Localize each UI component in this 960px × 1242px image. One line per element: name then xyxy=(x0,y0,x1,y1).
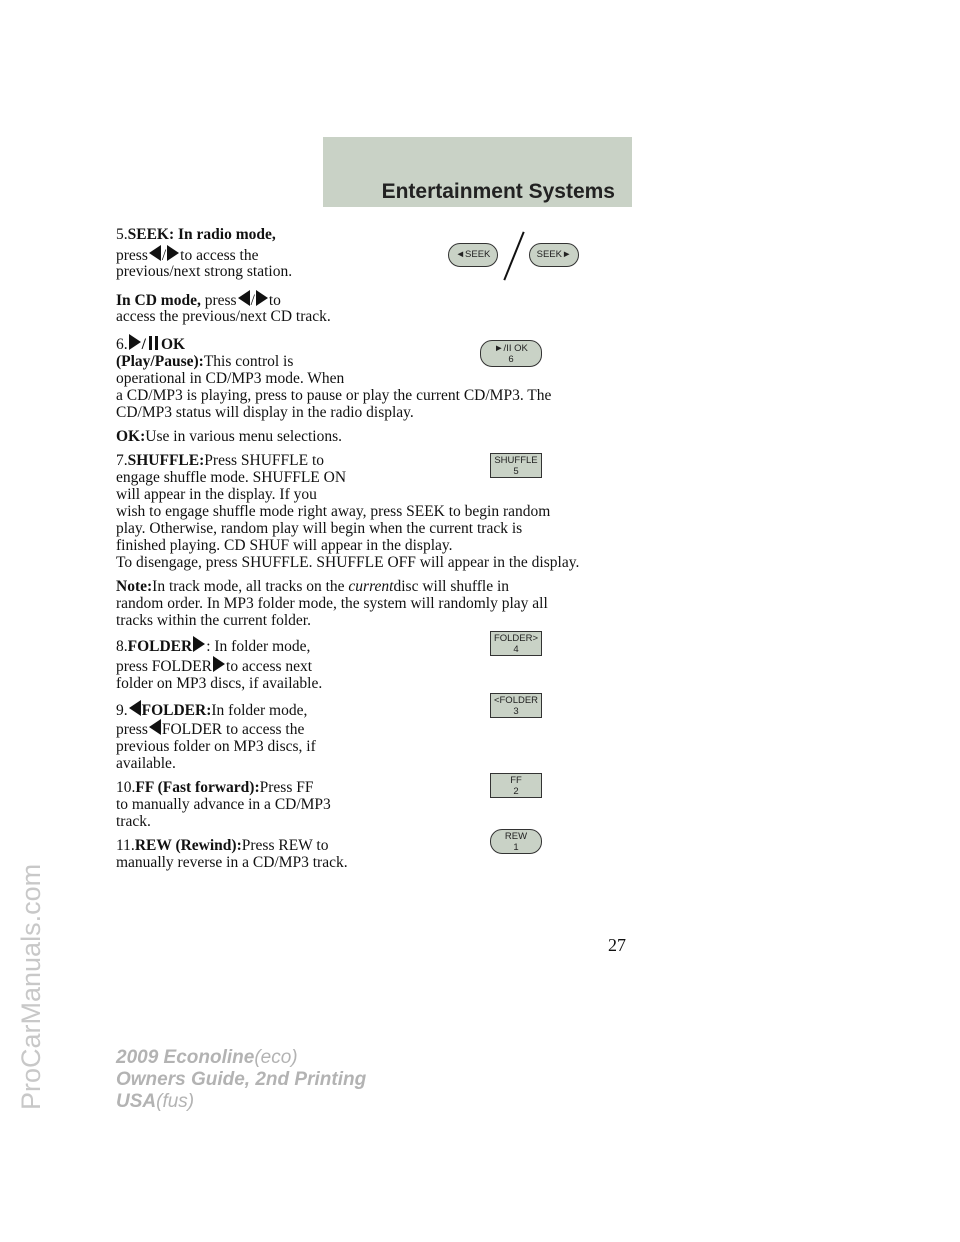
folder-prev-icon xyxy=(129,700,141,716)
seek-forward-icon xyxy=(256,290,268,306)
ff-button: FF 2 xyxy=(490,773,542,798)
shuffle-line-4: wish to engage shuffle mode right away, press SEEK to begin random xyxy=(116,503,551,520)
seek-heading: 5.SEEK: In radio mode, xyxy=(116,226,276,243)
folder-prev-line-3: previous folder on MP3 discs, if xyxy=(116,738,316,755)
play-line-2: (Play/Pause):This control is xyxy=(116,353,294,370)
play-line-4: a CD/MP3 is playing, press to pause or play the current CD/MP3. The xyxy=(116,387,552,404)
ff-heading: 10.FF (Fast forward):Press FF xyxy=(116,779,314,796)
shuffle-line-5: play. Otherwise, random play will begin when the current track is xyxy=(116,520,523,537)
rew-button: REW 1 xyxy=(490,829,542,854)
folder-prev-line-2: press FOLDER to access the xyxy=(116,721,305,738)
note-line-2: random order. In MP3 folder mode, the system will randomly play all xyxy=(116,595,548,612)
shuffle-line-3: will appear in the display. If you xyxy=(116,486,317,503)
shuffle-line-7: To disengage, press SHUFFLE. SHUFFLE OFF will appear in the display. xyxy=(116,554,580,571)
footer xyxy=(116,1047,366,1113)
seek-line-3: previous/next strong station. xyxy=(116,263,293,280)
folder-prev-heading: 9. FOLDER:In folder mode, xyxy=(116,702,308,719)
note-line-3: tracks within the current folder. xyxy=(116,612,311,629)
play-line-5: CD/MP3 status will display in the radio display. xyxy=(116,404,414,421)
ff-line-2: to manually advance in a CD/MP3 xyxy=(116,796,331,813)
ok-line: OK:Use in various menu selections. xyxy=(116,428,343,445)
play-heading: 6. / OK xyxy=(116,336,186,353)
folder-prev-line-4: available. xyxy=(116,755,176,772)
seek-line-4: In CD mode, press / to xyxy=(116,292,281,309)
folder-next-heading: 8.FOLDER : In folder mode, xyxy=(116,638,311,655)
seek-back-icon xyxy=(238,290,250,306)
rew-line-2: manually reverse in a CD/MP3 track. xyxy=(116,854,348,871)
play-pause-button: ►/II OK 6 xyxy=(480,340,542,367)
shuffle-button: SHUFFLE 5 xyxy=(490,453,542,478)
shuffle-line-6: finished playing. CD SHUF will appear in the display. xyxy=(116,537,453,554)
folder-prev-icon xyxy=(149,719,161,735)
play-icon xyxy=(129,334,141,350)
footer-line-2: Owners Guide, 2nd Printing xyxy=(116,1069,367,1090)
ff-line-3: track. xyxy=(116,813,151,830)
seek-line-2: press / to access the xyxy=(116,247,259,264)
shuffle-line-2: engage shuffle mode. SHUFFLE ON xyxy=(116,469,347,486)
folder-next-button: FOLDER> 4 xyxy=(490,631,542,656)
shuffle-heading: 7.SHUFFLE:Press SHUFFLE to xyxy=(116,452,324,469)
seek-back-button: ◄SEEK xyxy=(448,243,498,267)
section-title: Entertainment Systems xyxy=(381,180,615,203)
footer-line-3: USA(fus) xyxy=(116,1091,195,1112)
seek-forward-icon xyxy=(167,245,179,261)
watermark: ProCarManuals.com xyxy=(16,863,46,1110)
folder-next-line-3: folder on MP3 discs, if available. xyxy=(116,675,323,692)
seek-back-icon xyxy=(149,245,161,261)
seek-forward-button: SEEK► xyxy=(529,243,579,267)
folder-prev-button: <FOLDER 3 xyxy=(490,693,542,718)
divider-slash xyxy=(503,232,524,281)
pause-icon xyxy=(149,336,158,350)
footer-line-1: 2009 Econoline(eco) xyxy=(116,1047,298,1068)
page-number: 27 xyxy=(608,935,626,955)
folder-next-line-2: press FOLDER to access next xyxy=(116,658,313,675)
play-line-3: operational in CD/MP3 mode. When xyxy=(116,370,345,387)
folder-next-icon xyxy=(213,656,225,672)
seek-line-5: access the previous/next CD track. xyxy=(116,308,331,325)
note-line-1: Note:In track mode, all tracks on the currentdisc will shuffle in xyxy=(116,578,510,595)
rew-heading: 11.REW (Rewind):Press REW to xyxy=(116,837,329,854)
folder-next-icon xyxy=(193,636,205,652)
